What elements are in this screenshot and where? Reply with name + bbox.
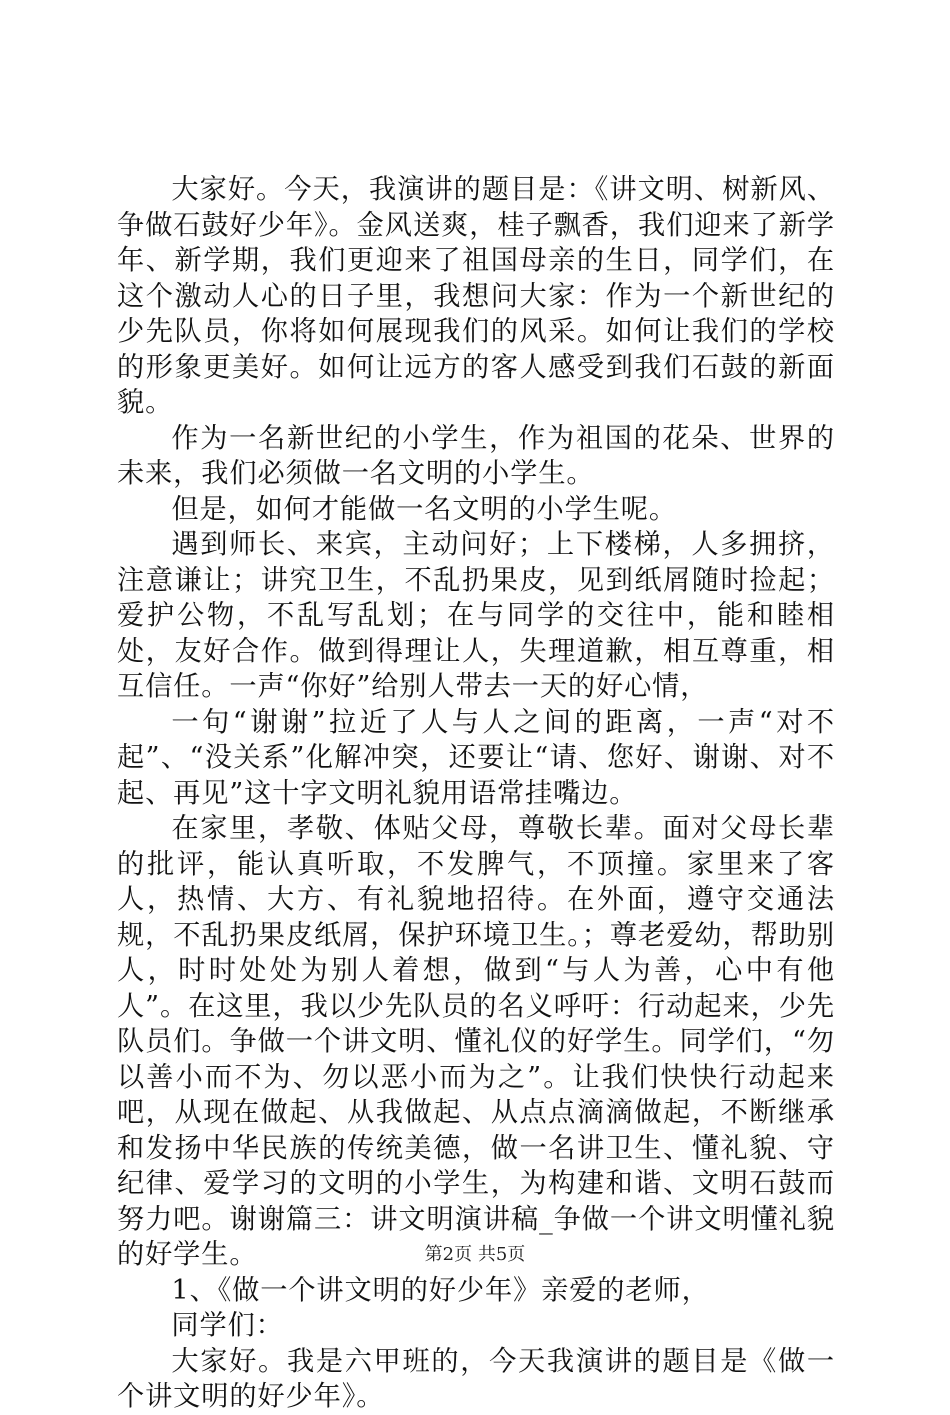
paragraph-9: 大家好。我是六甲班的，今天我演讲的题目是《做一个讲文明的好少年》。: [117, 1345, 835, 1412]
paragraph-5: 一句“谢谢”拉近了人与人之间的距离，一声“对不起”、“没关系”化解冲突，还要让“请、您好、谢谢、对不起、再见”这十字文明礼貌用语常挂嘴边。: [117, 706, 835, 809]
paragraph-6: 在家里，孝敬、体贴父母，尊敬长辈。面对父母长辈的批评，能认真听取，不发脾气，不顶撞。家里来了客人，热情、大方、有礼貌地招待。在外面，遵守交通法规，不乱扔果皮纸屑，保护环境卫生。；尊老爱幼，帮助别人，时时处处为别人着想，做到“与人为善，心中有他人”。在这里，我以少先队员的名义呼吁：行动起来，少先队员们。争做一个讲文明、懂礼仪的好学生。同学们，“勿以善小而不为、勿以恶小而为之”。让我们快快行动起来吧，从现在做起、从我做起、从点点滴滴做起，不断继承和发扬中华民族的传统美德，做一名讲卫生、懂礼貌、守纪律、爱学习的文明的小学生，为构建和谐、文明石鼓而努力吧。谢谢篇三：讲文明演讲稿_争做一个讲文明懂礼貌的好学生。: [117, 813, 835, 1270]
document-body: [117, 172, 835, 1415]
paragraph-2: 作为一名新世纪的小学生，作为祖国的花朵、世界的未来，我们必须做一名文明的小学生。: [117, 422, 835, 489]
paragraph-1: 大家好。今天，我演讲的题目是：《讲文明、树新风、争做石鼓好少年》。金风送爽，桂子飘香，我们迎来了新学年、新学期，我们更迎来了祖国母亲的生日，同学们，在这个激动人心的日子里，我想问大家：作为一个新世纪的少先队员，你将如何展现我们的风采。如何让我们的学校的形象更美好。如何让远方的客人感受到我们石鼓的新面貌。: [117, 174, 835, 418]
paragraph-7: 1、《做一个讲文明的好少年》亲爱的老师，: [171, 1274, 710, 1306]
paragraph-8: 同学们：: [171, 1310, 284, 1341]
page-footer: 第2页 共5页: [424, 1244, 526, 1265]
paragraph-4: 遇到师长、来宾，主动问好；上下楼梯，人多拥挤，注意谦让；讲究卫生，不乱扔果皮，见到纸屑随时捡起；爱护公物，不乱写乱划；在与同学的交往中，能和睦相处，友好合作。做到得理让人，失理道歉，相互尊重，相互信任。一声“你好”给别人带去一天的好心情，: [117, 529, 835, 702]
paragraph-3: 但是，如何才能做一名文明的小学生呢。: [171, 493, 677, 525]
